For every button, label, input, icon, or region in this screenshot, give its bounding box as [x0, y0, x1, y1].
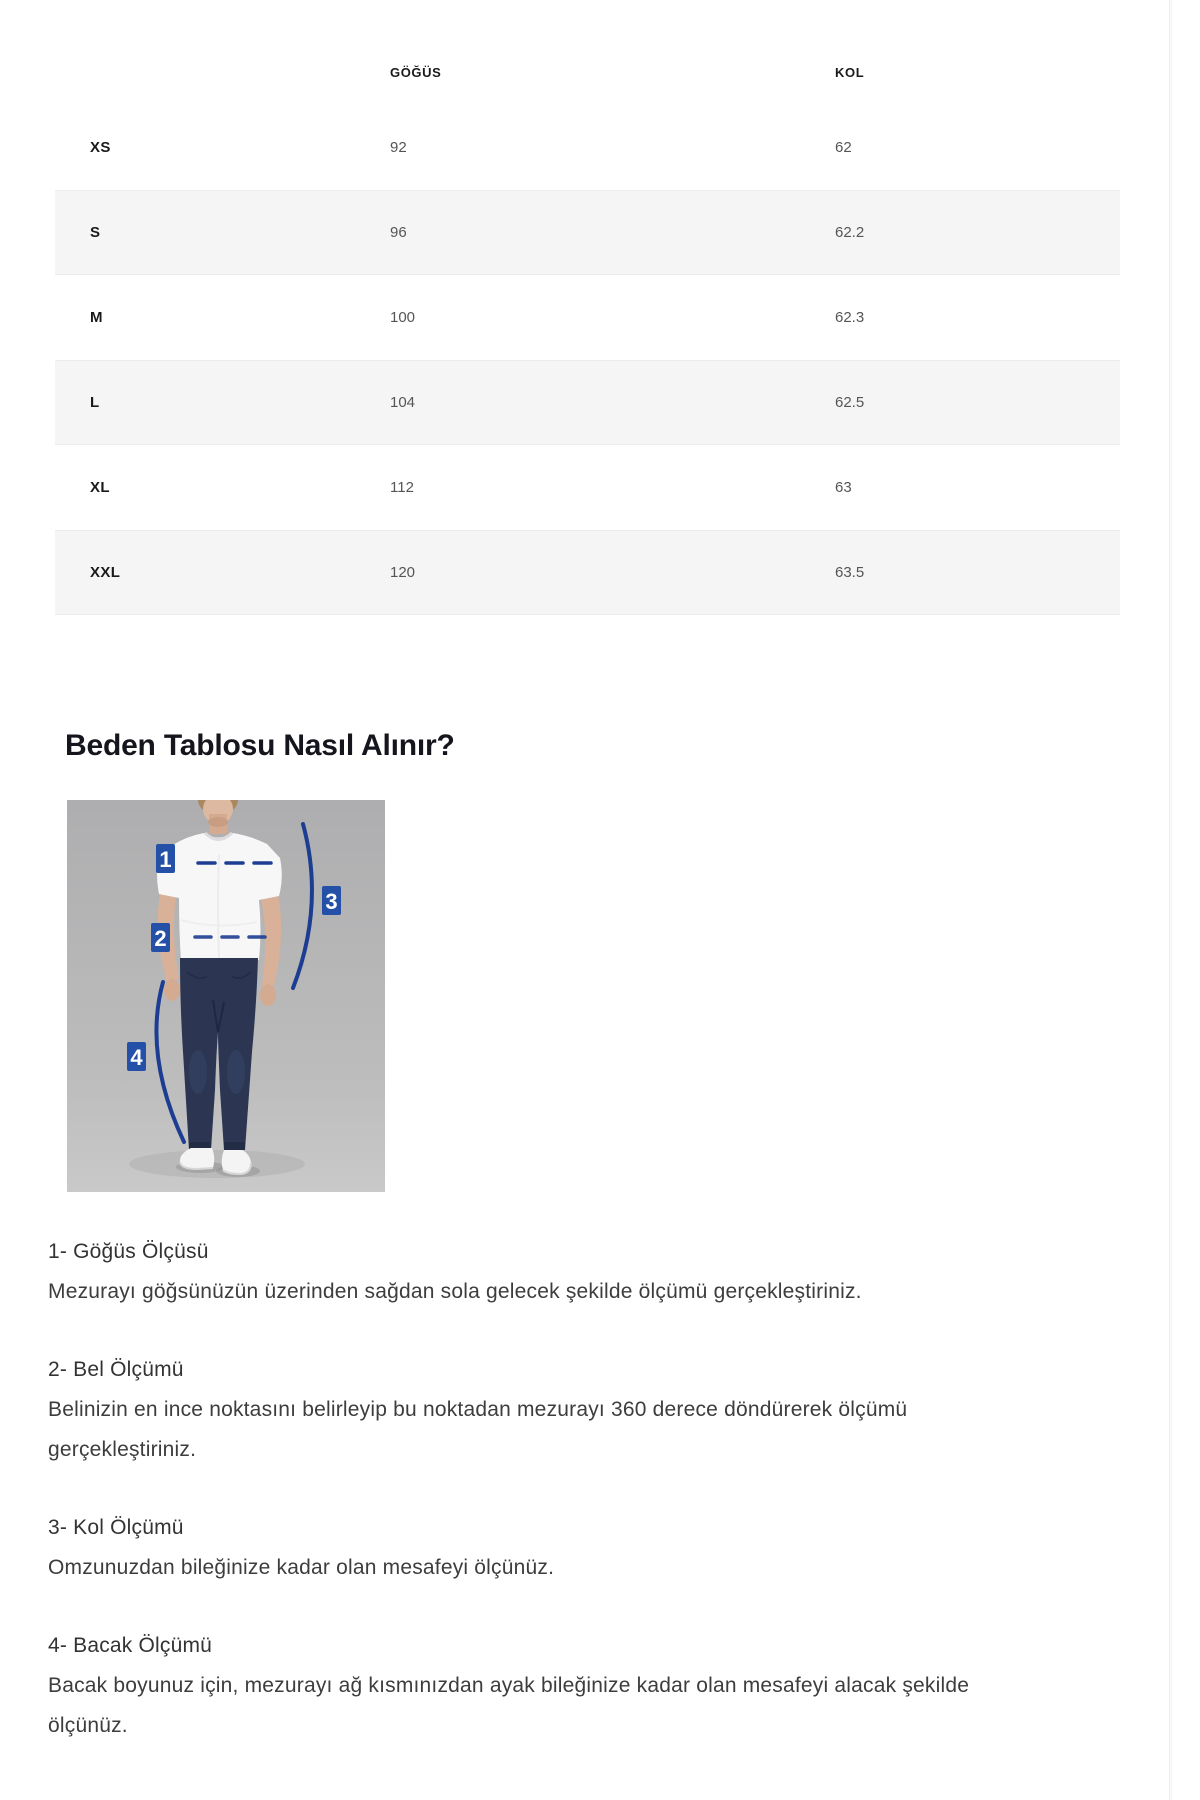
kol-cell: 63: [835, 479, 852, 496]
instruction-title: 3- Kol Ölçümü: [48, 1516, 184, 1539]
table-row: [55, 275, 1120, 360]
badge-4-label: 4: [130, 1045, 143, 1070]
badge-2: [151, 923, 170, 952]
instruction-title: 4- Bacak Ölçümü: [48, 1634, 213, 1657]
gogus-cell: 104: [390, 394, 416, 411]
size-guide-figure: [67, 800, 385, 1192]
badge-3: [322, 886, 341, 915]
badge-3-label: 3: [325, 889, 338, 914]
instruction-title: 1- Göğüs Ölçüsü: [48, 1240, 209, 1263]
gogus-cell: 120: [390, 564, 416, 581]
badge-1-label: 1: [159, 847, 172, 872]
badge-1: [156, 844, 175, 873]
kol-cell: 63.5: [835, 564, 865, 581]
kol-cell: 62: [835, 139, 852, 156]
instruction-waist: [48, 1350, 1133, 1470]
column-header-kol: KOL: [835, 65, 865, 80]
table-row: [55, 190, 1120, 275]
size-cell: L: [90, 394, 100, 411]
instruction-body: Mezurayı göğsünüzün üzerinden sağdan sola gelecek şekilde ölçümü gerçekleştiriniz.: [48, 1280, 862, 1303]
table-row: [55, 360, 1120, 445]
table-header-row: [55, 40, 1120, 105]
kol-cell: 62.3: [835, 309, 865, 326]
kol-cell: 62.2: [835, 224, 865, 241]
size-cell: XXL: [90, 564, 121, 581]
size-cell: XS: [90, 139, 111, 156]
instruction-leg: [48, 1626, 1133, 1746]
gogus-cell: 100: [390, 309, 416, 326]
measurement-instructions: [48, 1232, 1133, 1784]
instruction-body: Bacak boyunuz için, mezurayı ağ kısmınızdan ayak bileğinize kadar olan mesafeyi alacak şekilde ölçünüz.: [48, 1674, 970, 1737]
gogus-cell: 92: [390, 139, 407, 156]
size-chart-table: [55, 40, 1120, 615]
table-row: [55, 530, 1120, 615]
badge-4: [127, 1042, 146, 1071]
page-edge-divider: [1169, 0, 1172, 1800]
instruction-arm: [48, 1508, 1133, 1588]
column-header-gogus: GÖĞÜS: [390, 65, 442, 80]
instruction-chest: [48, 1232, 1133, 1312]
size-cell: S: [90, 224, 101, 241]
model-photo: [67, 800, 385, 1192]
instruction-title: 2- Bel Ölçümü: [48, 1358, 184, 1381]
gogus-cell: 112: [390, 479, 414, 496]
instruction-body: Belinizin en ince noktasını belirleyip bu noktadan mezurayı 360 derece döndürerek ölçümü gerçekleştiriniz.: [48, 1398, 908, 1461]
table-row: [55, 105, 1120, 190]
size-cell: M: [90, 309, 103, 326]
badge-2-label: 2: [154, 926, 167, 951]
kol-cell: 62.5: [835, 394, 865, 411]
gogus-cell: 96: [390, 224, 407, 241]
page-title: Beden Tablosu Nasıl Alınır?: [65, 729, 455, 762]
instruction-body: Omzunuzdan bileğinize kadar olan mesafeyi ölçünüz.: [48, 1556, 555, 1579]
table-row: [55, 445, 1120, 530]
size-cell: XL: [90, 479, 110, 496]
